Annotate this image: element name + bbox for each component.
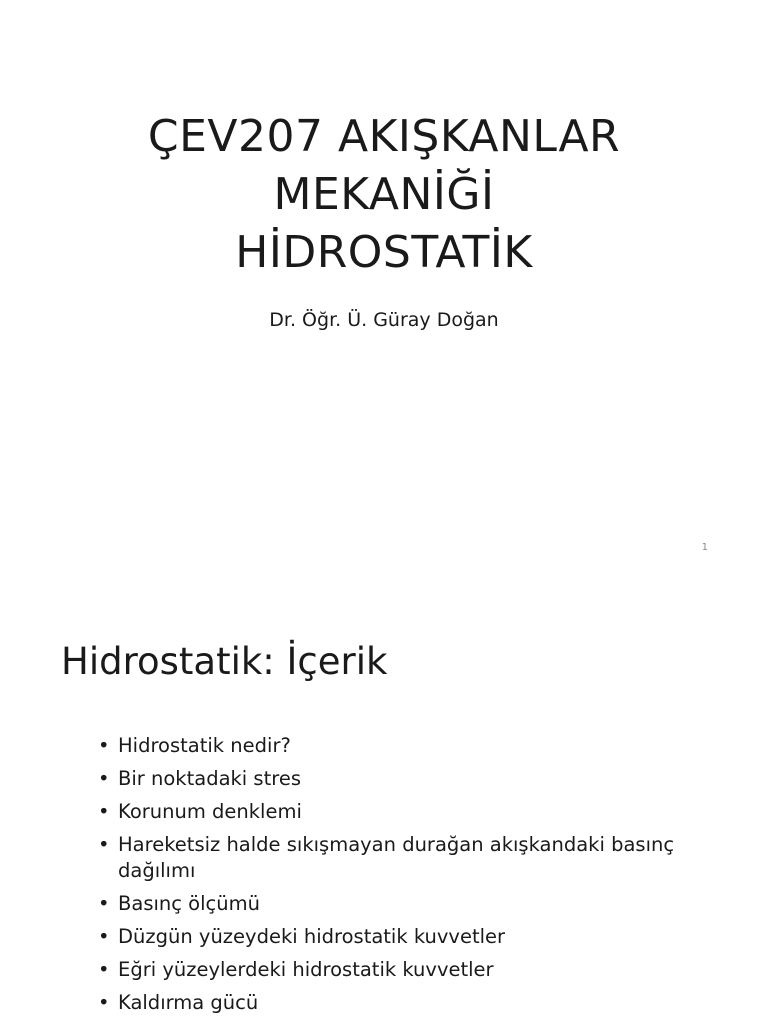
title-line: HİDROSTATİK (235, 227, 533, 278)
slide-title (0, 108, 768, 282)
list-item: • Hidrostatik nedir? (98, 733, 738, 759)
list-item: • Düzgün yüzeydeki hidrostatik kuvvetler (98, 924, 738, 950)
bullet-list (98, 733, 738, 1023)
list-item: • Bir noktadaki stres (98, 766, 738, 792)
title-line: MEKANİĞİ (273, 169, 495, 220)
list-item: • Basınç ölçümü (98, 891, 738, 917)
list-item: • Hareketsiz halde sıkışmayan durağan akışkandaki basınç dağılımı (98, 832, 738, 884)
list-item: • Kaldırma gücü (98, 990, 738, 1016)
list-item: • Eğri yüzeylerdeki hidrostatik kuvvetler (98, 957, 738, 983)
content-slide (0, 576, 768, 1024)
content-slide-title: Hidrostatik: İçerik (61, 640, 388, 683)
slide-subtitle: Dr. Öğr. Ü. Güray Doğan (269, 309, 499, 331)
list-item: • Korunum denklemi (98, 799, 738, 825)
title-line: ÇEV207 AKIŞKANLAR (147, 111, 621, 162)
slide-number: 1 (701, 542, 708, 553)
